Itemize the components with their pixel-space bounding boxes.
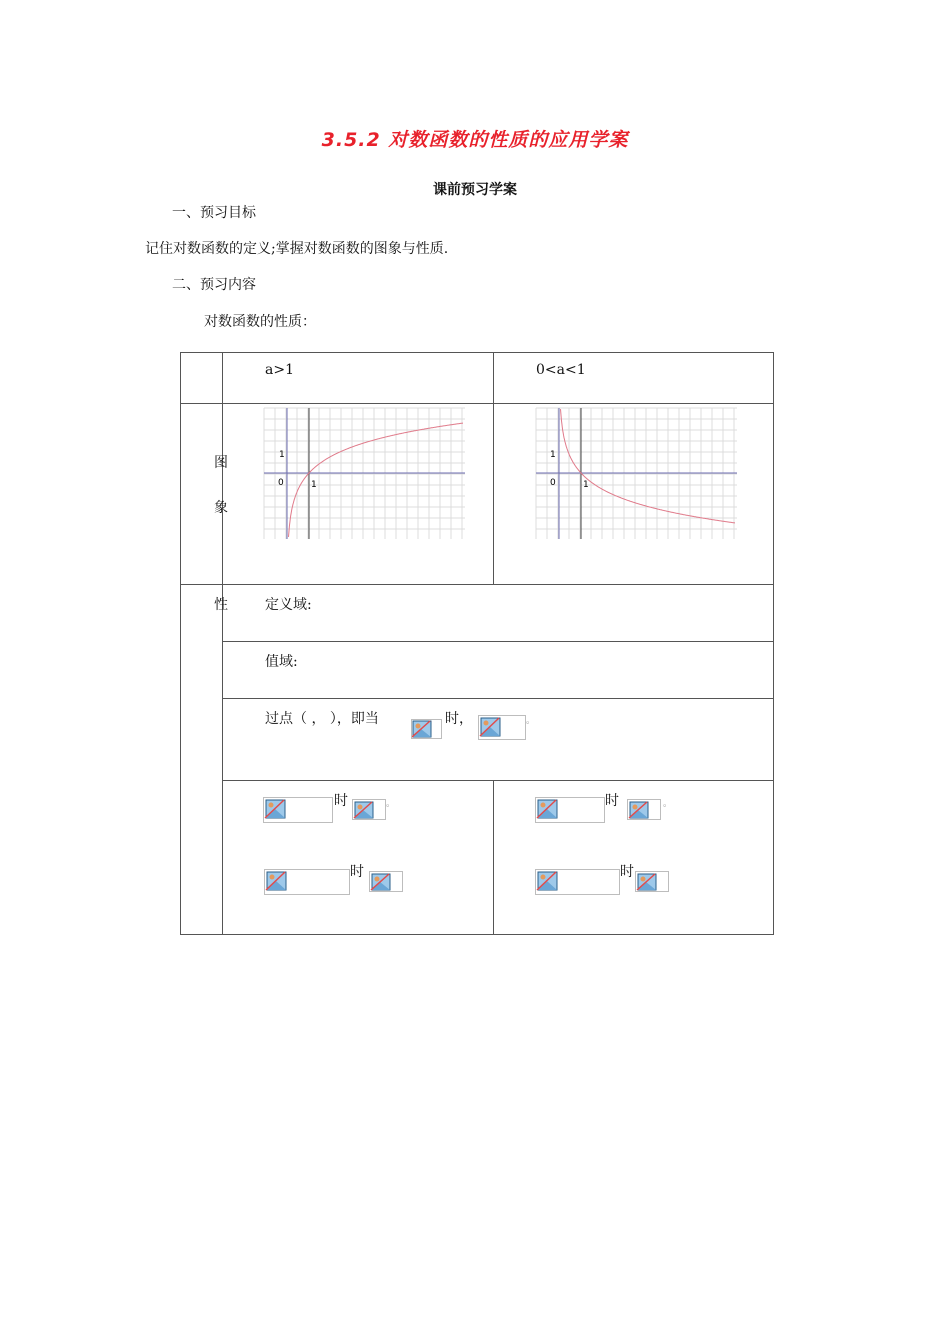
broken-image-icon xyxy=(479,716,503,738)
log-graph-a-lt-1 xyxy=(534,406,739,541)
broken-image-icon xyxy=(265,870,289,892)
broken-image-icon xyxy=(636,872,658,892)
when-label: 时， xyxy=(445,711,473,727)
tick-label-y-1: 1 xyxy=(279,450,285,460)
domain-label: 定义域: xyxy=(265,597,312,613)
when-label: 时 xyxy=(620,864,634,880)
when-label: 时 xyxy=(350,864,364,880)
broken-image-icon xyxy=(536,798,560,820)
period-mark: 。 xyxy=(386,799,396,809)
when-label: 时 xyxy=(334,793,348,809)
row-label-graph-1: 图 xyxy=(214,455,228,471)
formula-image-placeholder xyxy=(627,799,661,820)
row-label-properties: 性 xyxy=(214,597,228,613)
origin-label: 0 xyxy=(550,478,556,488)
broken-image-icon xyxy=(370,872,392,892)
heading-preview-goal: 一、预习目标 xyxy=(172,205,256,221)
formula-image-placeholder xyxy=(263,797,333,823)
tick-label-x-1: 1 xyxy=(583,480,589,490)
broken-image-icon xyxy=(412,720,434,739)
period-mark: 。 xyxy=(663,799,673,809)
formula-image-placeholder xyxy=(352,799,386,820)
row-label-graph-2: 象 xyxy=(214,500,228,516)
formula-image-placeholder xyxy=(369,871,403,892)
range-label: 值域: xyxy=(265,654,298,670)
formula-image-placeholder xyxy=(264,869,350,895)
formula-image-placeholder xyxy=(535,797,605,823)
formula-image-placeholder xyxy=(535,869,620,895)
broken-image-icon xyxy=(628,800,650,820)
heading-preview-content: 二、预习内容 xyxy=(172,277,256,293)
formula-image-placeholder xyxy=(635,871,669,892)
document-title: 3.5.2 对数函数的性质的应用学案 xyxy=(321,129,629,151)
preview-goal-text: 记住对数函数的定义;掌握对数函数的图象与性质. xyxy=(145,241,449,257)
broken-image-icon xyxy=(264,798,288,820)
formula-image-placeholder xyxy=(411,719,442,739)
tick-label-y-1: 1 xyxy=(550,450,556,460)
when-label: 时 xyxy=(605,793,619,809)
header-a-gt-1: a>1 xyxy=(265,362,294,378)
broken-image-icon xyxy=(353,800,375,820)
formula-image-placeholder xyxy=(478,715,526,740)
tick-label-x-1: 1 xyxy=(311,480,317,490)
header-a-between-0-1: 0<a<1 xyxy=(536,362,586,378)
period-mark: 。 xyxy=(526,716,536,726)
fixed-point-label: 过点（ ， ），即当 xyxy=(265,711,379,727)
origin-label: 0 xyxy=(278,478,284,488)
section-subtitle: 课前预习学案 xyxy=(433,182,517,198)
log-curve xyxy=(561,409,736,523)
broken-image-icon xyxy=(536,870,560,892)
properties-intro: 对数函数的性质： xyxy=(204,314,316,330)
log-graph-a-gt-1 xyxy=(262,406,467,541)
